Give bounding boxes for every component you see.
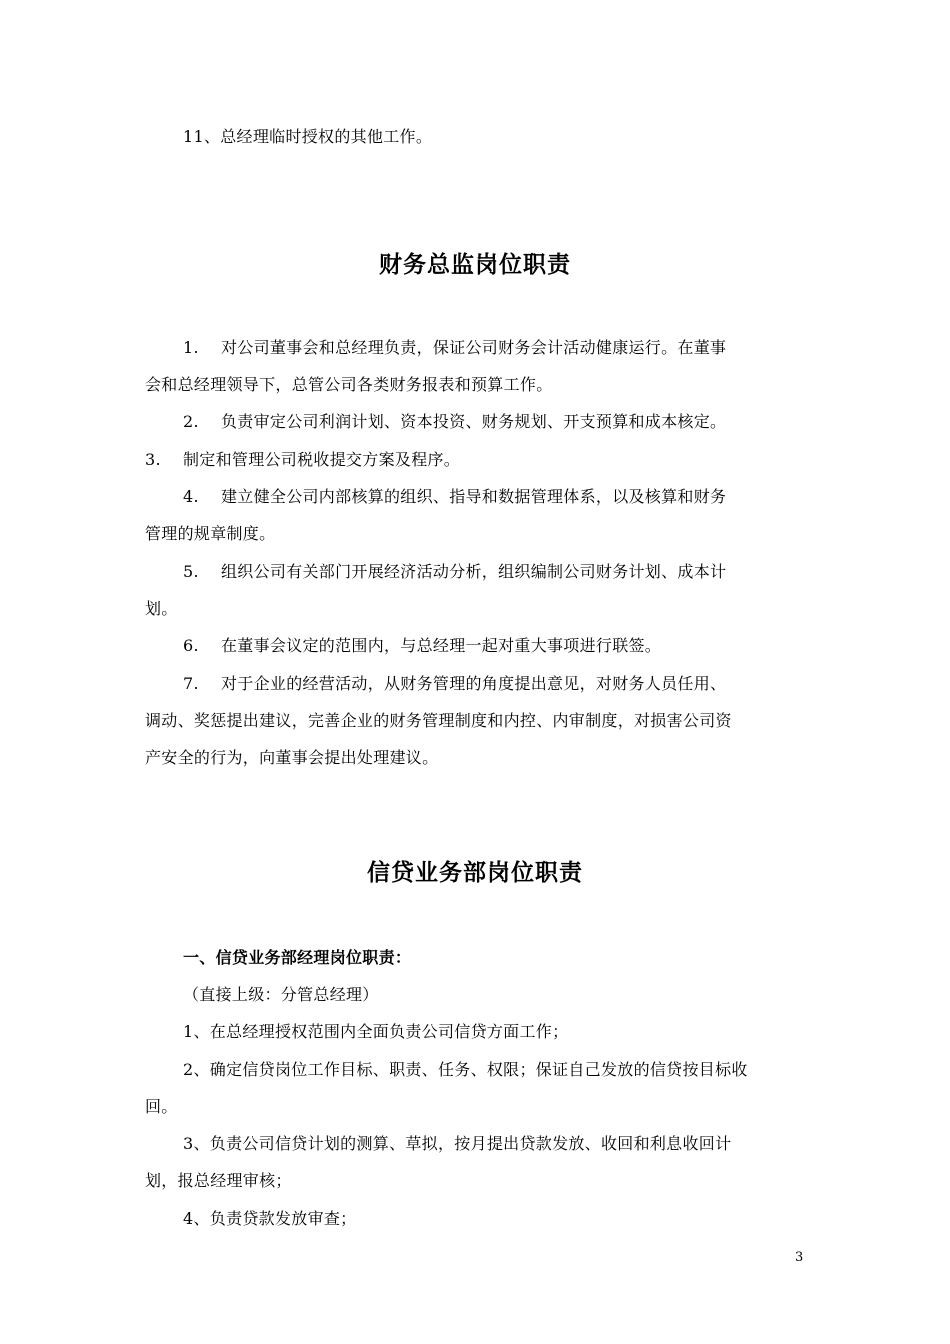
item-number: 3. — [145, 450, 161, 469]
credit-item-3-line-2: 划，报总经理审核； — [145, 1171, 292, 1190]
item-number: 7. — [183, 674, 199, 693]
item-text: 组织公司有关部门开展经济活动分析，组织编制公司财务计划、成本计 — [221, 562, 727, 581]
item-text: 在董事会议定的范围内，与总经理一起对重大事项进行联签。 — [221, 636, 662, 655]
section-title-finance-director: 财务总监岗位职责 — [379, 252, 571, 278]
finance-item-1-line-2: 会和总经理领导下，总管公司各类财务报表和预算工作。 — [145, 375, 553, 394]
finance-item-4-line-1 — [183, 487, 726, 507]
finance-item-7-line-3: 产安全的行为，向董事会提出处理建议。 — [145, 748, 439, 767]
credit-item-4: 4、负责贷款发放审查； — [183, 1209, 357, 1228]
finance-item-6 — [183, 636, 661, 656]
finance-item-3 — [145, 450, 460, 470]
credit-manager-supervisor: （直接上级：分管总经理） — [183, 985, 379, 1004]
credit-manager-subtitle: 一、信贷业务部经理岗位职责： — [183, 948, 412, 967]
item-number: 1. — [183, 338, 199, 357]
finance-item-4-line-2: 管理的规章制度。 — [145, 524, 276, 543]
credit-item-1: 1、在总经理授权范围内全面负责公司信贷方面工作； — [183, 1022, 569, 1041]
item-text: 对于企业的经营活动，从财务管理的角度提出意见，对财务人员任用、 — [221, 674, 727, 693]
finance-item-7-line-2: 调动、奖惩提出建议，完善企业的财务管理制度和内控、内审制度，对损害公司资 — [145, 711, 732, 730]
item-text: 制定和管理公司税收提交方案及程序。 — [183, 450, 461, 469]
item-number: 2. — [183, 412, 199, 431]
item-number: 4. — [183, 487, 199, 506]
finance-item-1-line-1 — [183, 338, 726, 358]
item-number: 6. — [183, 636, 199, 655]
credit-item-2-line-1: 2、确定信贷岗位工作目标、职责、任务、权限；保证自己发放的信贷按目标收 — [183, 1060, 748, 1079]
top-item-11: 11、总经理临时授权的其他工作。 — [183, 127, 433, 146]
credit-item-3-line-1: 3、负责公司信贷计划的测算、草拟，按月提出贷款发放、收回和利息收回计 — [183, 1134, 732, 1153]
finance-item-5-line-1 — [183, 562, 726, 582]
item-text: 对公司董事会和总经理负责，保证公司财务会计活动健康运行。在董事 — [221, 338, 727, 357]
page-number: 3 — [795, 1250, 804, 1265]
item-number: 5. — [183, 562, 199, 581]
section-title-credit-department: 信贷业务部岗位职责 — [367, 860, 583, 886]
finance-item-7-line-1 — [183, 674, 726, 694]
finance-item-2 — [183, 412, 726, 432]
item-text: 负责审定公司利润计划、资本投资、财务规划、开支预算和成本核定。 — [221, 412, 727, 431]
finance-item-5-line-2: 划。 — [145, 599, 178, 618]
credit-item-2-line-2: 回。 — [145, 1097, 178, 1116]
item-text: 建立健全公司内部核算的组织、指导和数据管理体系，以及核算和财务 — [221, 487, 727, 506]
